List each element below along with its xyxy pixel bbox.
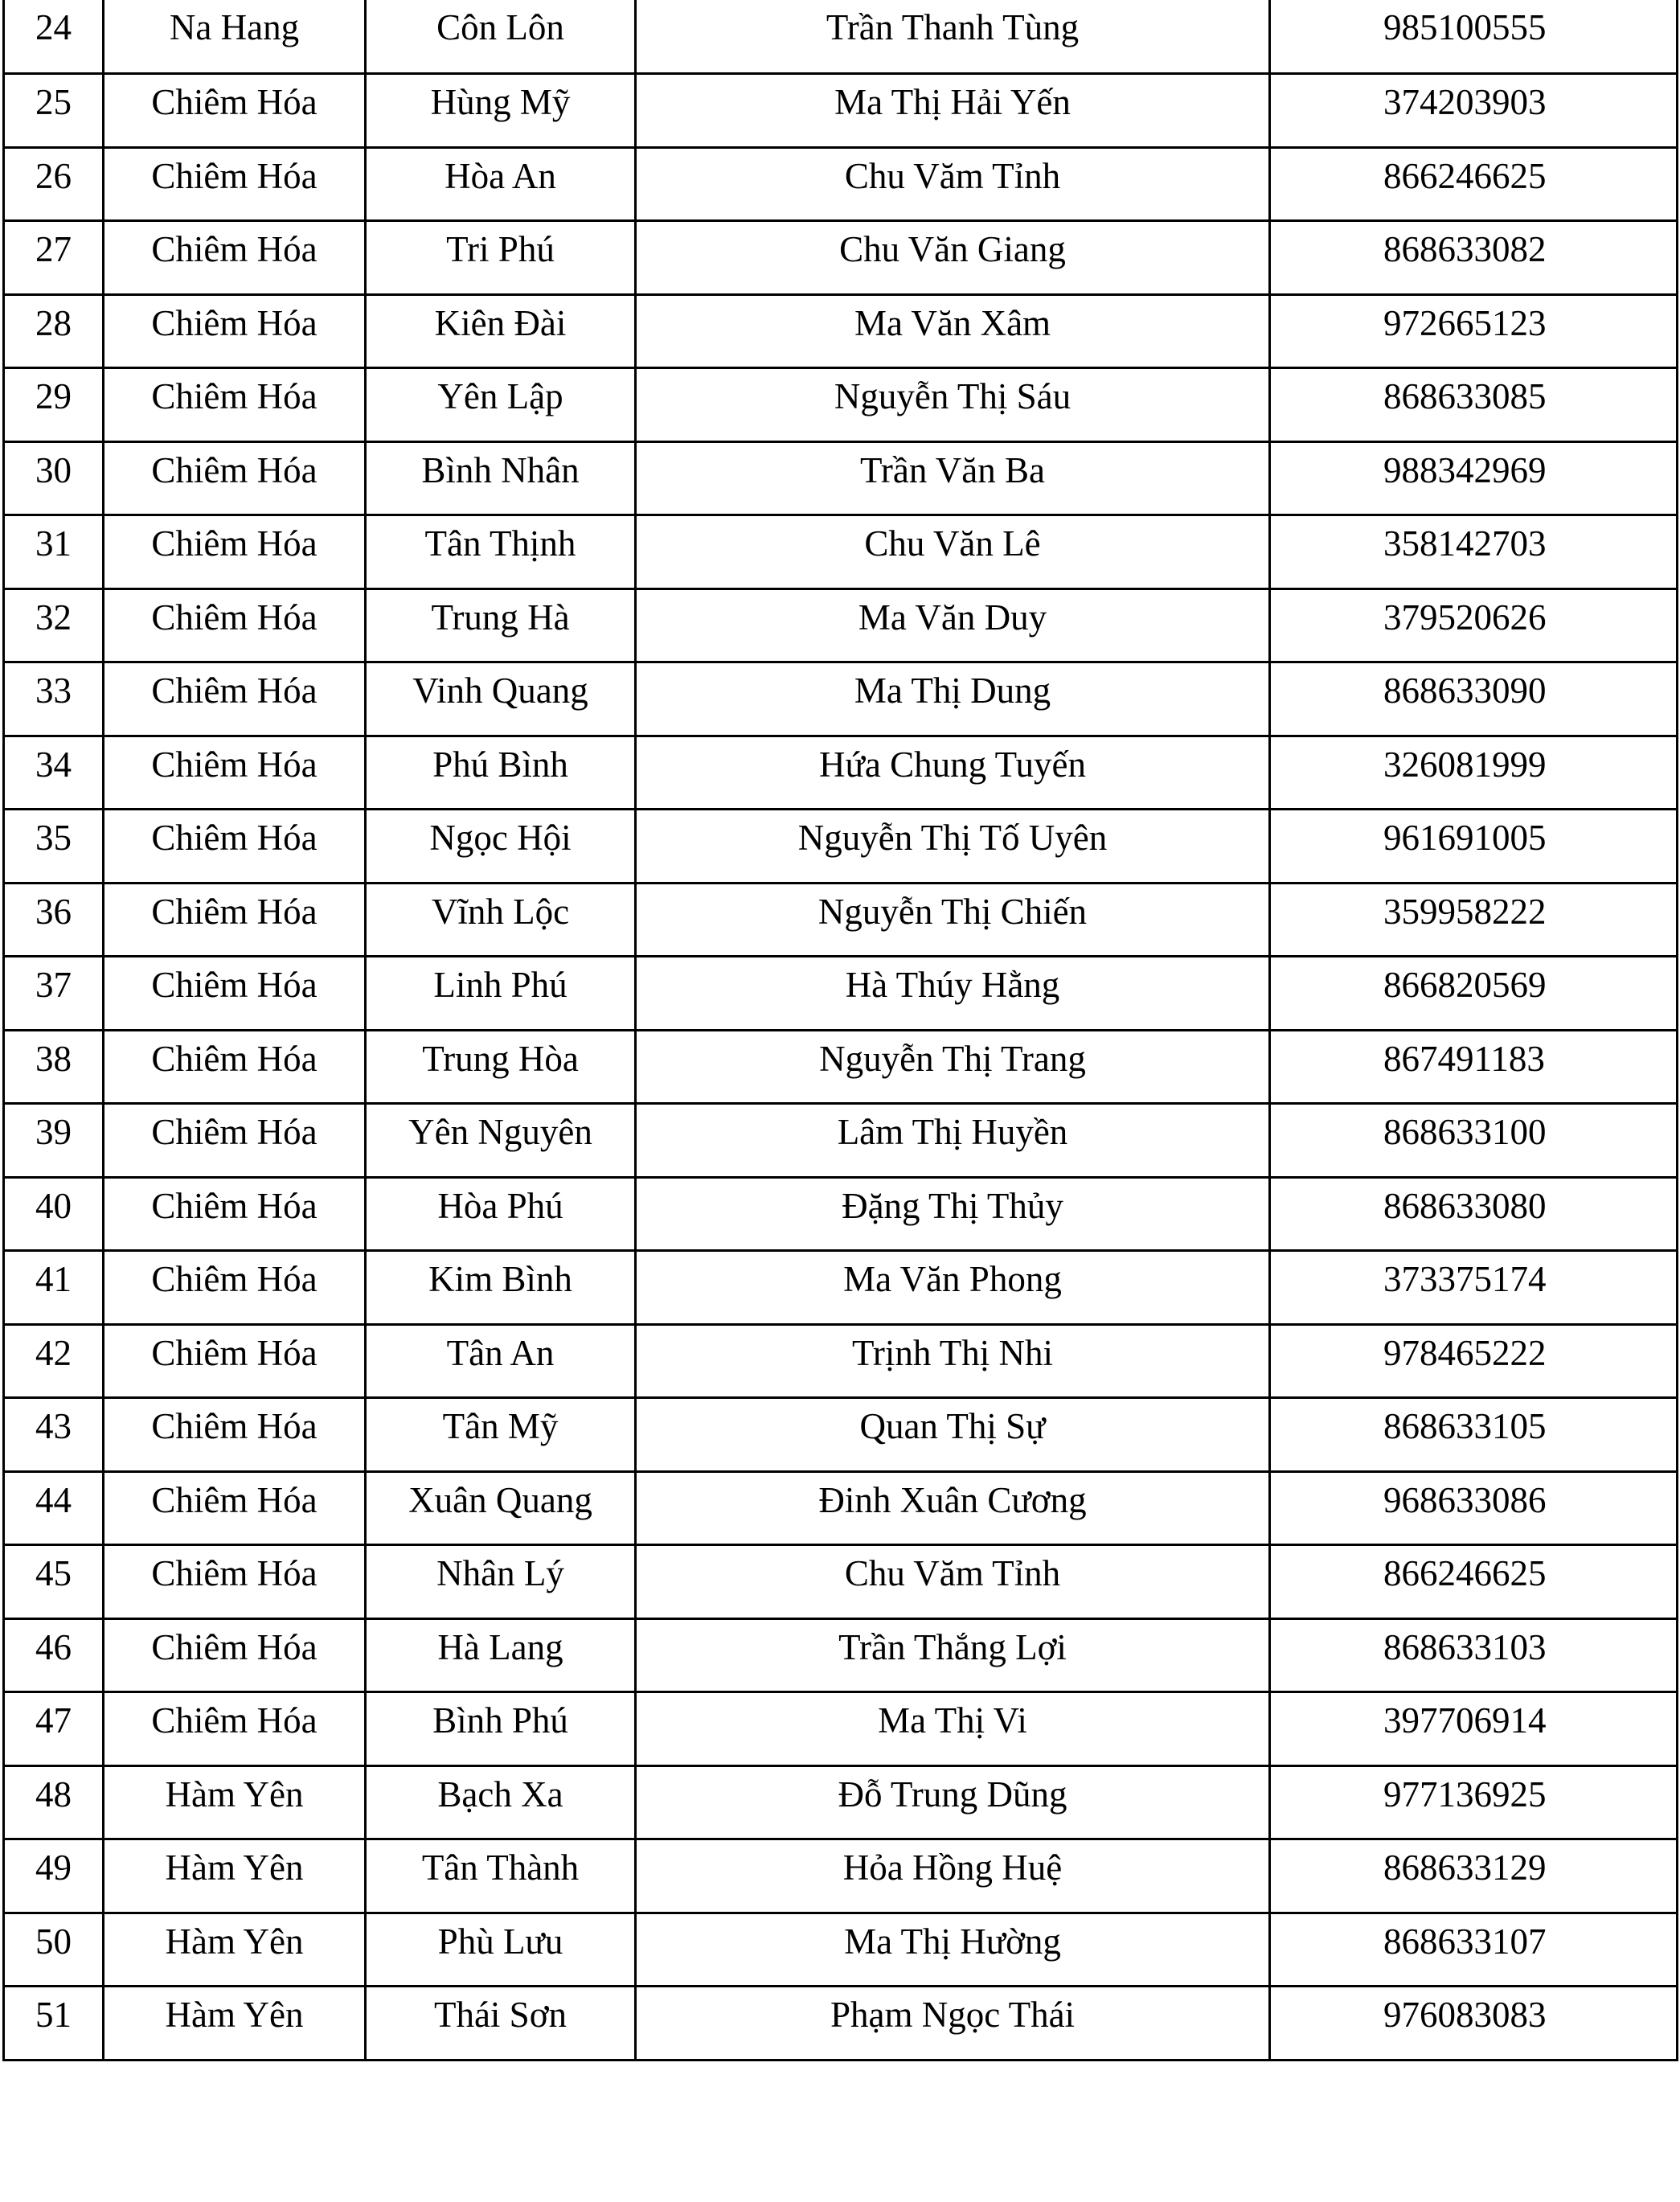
table-row — [4, 74, 1678, 148]
phone-number-cell: 358142703 — [1270, 515, 1678, 589]
district-cell: Chiêm Hóa — [104, 294, 366, 368]
commune-cell: Nhân Lý — [366, 1545, 636, 1619]
commune-cell: Vinh Quang — [366, 662, 636, 736]
phone-number-cell: 978465222 — [1270, 1324, 1678, 1398]
district-cell: Chiêm Hóa — [104, 1471, 366, 1545]
phone-number-cell: 397706914 — [1270, 1692, 1678, 1766]
phone-number-cell: 868633107 — [1270, 1913, 1678, 1987]
district-cell: Chiêm Hóa — [104, 515, 366, 589]
row-number-cell: 33 — [4, 662, 104, 736]
row-number-cell: 44 — [4, 1471, 104, 1545]
person-name-cell: Ma Văn Xâm — [636, 294, 1270, 368]
district-cell: Chiêm Hóa — [104, 147, 366, 221]
row-number-cell: 43 — [4, 1398, 104, 1472]
row-number-cell: 48 — [4, 1765, 104, 1839]
district-cell: Hàm Yên — [104, 1765, 366, 1839]
district-cell: Chiêm Hóa — [104, 1030, 366, 1104]
phone-number-cell: 868633090 — [1270, 662, 1678, 736]
table-row — [4, 368, 1678, 442]
commune-cell: Bình Phú — [366, 1692, 636, 1766]
row-number-cell: 26 — [4, 147, 104, 221]
commune-cell: Kiên Đài — [366, 294, 636, 368]
table-row — [4, 515, 1678, 589]
phone-number-cell: 374203903 — [1270, 74, 1678, 148]
district-cell: Hàm Yên — [104, 1913, 366, 1987]
table-row — [4, 1987, 1678, 2061]
person-name-cell: Ma Thị Hải Yến — [636, 74, 1270, 148]
phone-number-cell: 359958222 — [1270, 883, 1678, 957]
table-body — [4, 0, 1678, 2060]
district-cell: Chiêm Hóa — [104, 1692, 366, 1766]
phone-number-cell: 972665123 — [1270, 294, 1678, 368]
commune-cell: Hà Lang — [366, 1618, 636, 1692]
commune-cell: Tân An — [366, 1324, 636, 1398]
commune-cell: Côn Lôn — [366, 0, 636, 74]
commune-cell: Ngọc Hội — [366, 810, 636, 884]
district-cell: Chiêm Hóa — [104, 1104, 366, 1178]
table-row — [4, 1398, 1678, 1472]
row-number-cell: 42 — [4, 1324, 104, 1398]
phone-number-cell: 379520626 — [1270, 588, 1678, 662]
person-name-cell: Chu Văn Giang — [636, 221, 1270, 295]
district-cell: Chiêm Hóa — [104, 1618, 366, 1692]
phone-number-cell: 977136925 — [1270, 1765, 1678, 1839]
person-name-cell: Chu Văn Lê — [636, 515, 1270, 589]
district-cell: Chiêm Hóa — [104, 662, 366, 736]
commune-cell: Kim Bình — [366, 1251, 636, 1325]
district-cell: Chiêm Hóa — [104, 736, 366, 810]
phone-number-cell: 868633103 — [1270, 1618, 1678, 1692]
district-cell: Chiêm Hóa — [104, 441, 366, 515]
table-row — [4, 883, 1678, 957]
person-name-cell: Ma Văn Duy — [636, 588, 1270, 662]
phone-number-cell: 866246625 — [1270, 147, 1678, 221]
commune-cell: Thái Sơn — [366, 1987, 636, 2061]
phone-number-cell: 961691005 — [1270, 810, 1678, 884]
row-number-cell: 27 — [4, 221, 104, 295]
district-cell: Chiêm Hóa — [104, 957, 366, 1031]
phone-number-cell: 868633085 — [1270, 368, 1678, 442]
district-cell: Chiêm Hóa — [104, 1324, 366, 1398]
district-cell: Chiêm Hóa — [104, 221, 366, 295]
phone-number-cell: 985100555 — [1270, 0, 1678, 74]
row-number-cell: 24 — [4, 0, 104, 74]
table-row — [4, 1913, 1678, 1987]
row-number-cell: 30 — [4, 441, 104, 515]
person-name-cell: Phạm Ngọc Thái — [636, 1987, 1270, 2061]
person-name-cell: Ma Thị Hường — [636, 1913, 1270, 1987]
commune-cell: Yên Lập — [366, 368, 636, 442]
commune-cell: Tân Mỹ — [366, 1398, 636, 1472]
row-number-cell: 29 — [4, 368, 104, 442]
person-name-cell: Lâm Thị Huyền — [636, 1104, 1270, 1178]
commune-cell: Phú Bình — [366, 736, 636, 810]
table-row — [4, 0, 1678, 74]
phone-number-cell: 988342969 — [1270, 441, 1678, 515]
contact-table — [2, 0, 1678, 2061]
phone-number-cell: 866246625 — [1270, 1545, 1678, 1619]
table-row — [4, 1471, 1678, 1545]
commune-cell: Bạch Xa — [366, 1765, 636, 1839]
table-row — [4, 1177, 1678, 1251]
row-number-cell: 47 — [4, 1692, 104, 1766]
person-name-cell: Đỗ Trung Dũng — [636, 1765, 1270, 1839]
row-number-cell: 32 — [4, 588, 104, 662]
row-number-cell: 39 — [4, 1104, 104, 1178]
commune-cell: Hùng Mỹ — [366, 74, 636, 148]
district-cell: Chiêm Hóa — [104, 883, 366, 957]
person-name-cell: Ma Thị Dung — [636, 662, 1270, 736]
commune-cell: Linh Phú — [366, 957, 636, 1031]
person-name-cell: Nguyễn Thị Sáu — [636, 368, 1270, 442]
row-number-cell: 46 — [4, 1618, 104, 1692]
commune-cell: Tân Thịnh — [366, 515, 636, 589]
person-name-cell: Trần Văn Ba — [636, 441, 1270, 515]
commune-cell: Xuân Quang — [366, 1471, 636, 1545]
row-number-cell: 25 — [4, 74, 104, 148]
table-row — [4, 221, 1678, 295]
table-row — [4, 1251, 1678, 1325]
commune-cell: Phù Lưu — [366, 1913, 636, 1987]
commune-cell: Hòa An — [366, 147, 636, 221]
row-number-cell: 49 — [4, 1839, 104, 1913]
commune-cell: Tri Phú — [366, 221, 636, 295]
phone-number-cell: 868633129 — [1270, 1839, 1678, 1913]
row-number-cell: 41 — [4, 1251, 104, 1325]
table-row — [4, 662, 1678, 736]
person-name-cell: Hà Thúy Hằng — [636, 957, 1270, 1031]
table-row — [4, 1545, 1678, 1619]
table-row — [4, 957, 1678, 1031]
district-cell: Hàm Yên — [104, 1987, 366, 2061]
row-number-cell: 31 — [4, 515, 104, 589]
phone-number-cell: 976083083 — [1270, 1987, 1678, 2061]
commune-cell: Hòa Phú — [366, 1177, 636, 1251]
commune-cell: Tân Thành — [366, 1839, 636, 1913]
person-name-cell: Chu Văm Tỉnh — [636, 1545, 1270, 1619]
person-name-cell: Đặng Thị Thủy — [636, 1177, 1270, 1251]
row-number-cell: 50 — [4, 1913, 104, 1987]
district-cell: Chiêm Hóa — [104, 1177, 366, 1251]
table-row — [4, 588, 1678, 662]
person-name-cell: Hỏa Hồng Huệ — [636, 1839, 1270, 1913]
phone-number-cell: 868633100 — [1270, 1104, 1678, 1178]
table-row — [4, 1324, 1678, 1398]
person-name-cell: Trần Thanh Tùng — [636, 0, 1270, 74]
person-name-cell: Ma Thị Vi — [636, 1692, 1270, 1766]
row-number-cell: 35 — [4, 810, 104, 884]
commune-cell: Trung Hòa — [366, 1030, 636, 1104]
district-cell: Chiêm Hóa — [104, 1398, 366, 1472]
person-name-cell: Hứa Chung Tuyến — [636, 736, 1270, 810]
table-row — [4, 1618, 1678, 1692]
commune-cell: Vĩnh Lộc — [366, 883, 636, 957]
phone-number-cell: 326081999 — [1270, 736, 1678, 810]
table-row — [4, 810, 1678, 884]
commune-cell: Trung Hà — [366, 588, 636, 662]
commune-cell: Bình Nhân — [366, 441, 636, 515]
phone-number-cell: 373375174 — [1270, 1251, 1678, 1325]
phone-number-cell: 866820569 — [1270, 957, 1678, 1031]
district-cell: Hàm Yên — [104, 1839, 366, 1913]
person-name-cell: Trần Thắng Lợi — [636, 1618, 1270, 1692]
row-number-cell: 51 — [4, 1987, 104, 2061]
person-name-cell: Nguyễn Thị Tố Uyên — [636, 810, 1270, 884]
table-row — [4, 1104, 1678, 1178]
phone-number-cell: 868633082 — [1270, 221, 1678, 295]
person-name-cell: Ma Văn Phong — [636, 1251, 1270, 1325]
district-cell: Chiêm Hóa — [104, 588, 366, 662]
row-number-cell: 36 — [4, 883, 104, 957]
table-row — [4, 1030, 1678, 1104]
row-number-cell: 40 — [4, 1177, 104, 1251]
district-cell: Chiêm Hóa — [104, 1545, 366, 1619]
person-name-cell: Chu Văm Tỉnh — [636, 147, 1270, 221]
phone-number-cell: 868633105 — [1270, 1398, 1678, 1472]
row-number-cell: 45 — [4, 1545, 104, 1619]
district-cell: Na Hang — [104, 0, 366, 74]
person-name-cell: Nguyễn Thị Trang — [636, 1030, 1270, 1104]
phone-number-cell: 867491183 — [1270, 1030, 1678, 1104]
table-row — [4, 1839, 1678, 1913]
table-row — [4, 1692, 1678, 1766]
person-name-cell: Trịnh Thị Nhi — [636, 1324, 1270, 1398]
person-name-cell: Quan Thị Sự — [636, 1398, 1270, 1472]
row-number-cell: 37 — [4, 957, 104, 1031]
table-row — [4, 441, 1678, 515]
district-cell: Chiêm Hóa — [104, 74, 366, 148]
district-cell: Chiêm Hóa — [104, 1251, 366, 1325]
row-number-cell: 34 — [4, 736, 104, 810]
table-row — [4, 736, 1678, 810]
phone-number-cell: 868633080 — [1270, 1177, 1678, 1251]
table-row — [4, 1765, 1678, 1839]
row-number-cell: 28 — [4, 294, 104, 368]
person-name-cell: Nguyễn Thị Chiến — [636, 883, 1270, 957]
table-row — [4, 294, 1678, 368]
district-cell: Chiêm Hóa — [104, 810, 366, 884]
person-name-cell: Đinh Xuân Cương — [636, 1471, 1270, 1545]
commune-cell: Yên Nguyên — [366, 1104, 636, 1178]
phone-number-cell: 968633086 — [1270, 1471, 1678, 1545]
district-cell: Chiêm Hóa — [104, 368, 366, 442]
table-row — [4, 147, 1678, 221]
row-number-cell: 38 — [4, 1030, 104, 1104]
